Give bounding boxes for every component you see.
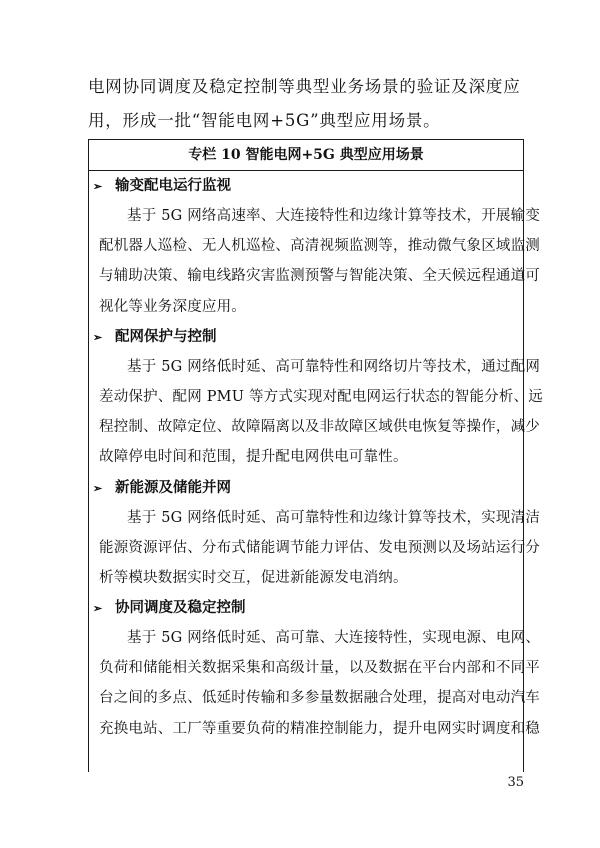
intro-line: 用，形成一批“智能电网+5G”典型应用场景。 bbox=[88, 111, 441, 130]
intro-line: 电网协同调度及稳定控制等典型业务场景的验证及深度应 bbox=[88, 77, 521, 96]
paragraph-line: 基于 5G 网络低时延、高可靠、大连接特性，实现电源、电网、 bbox=[127, 630, 541, 647]
section-heading-text: 协同调度及稳定控制 bbox=[115, 599, 246, 617]
paragraph-line: 基于 5G 网络低时延、高可靠特性和网络切片等技术，通过配网 bbox=[127, 358, 541, 375]
section-heading bbox=[89, 322, 523, 352]
paragraph-line: 析等模块数据实时交互，促进新能源发电消纳。 bbox=[99, 569, 408, 586]
paragraph-line: 程控制、故障定位、故障隔离以及非故障区域供电恢复等操作，减少 bbox=[99, 419, 540, 436]
paragraph-line: 充换电站、工厂等重要负荷的精准控制能力，提升电网实时调度和稳 bbox=[99, 720, 540, 737]
paragraph-line: 台之间的多点、低延时传输和多参量数据融合处理，提高对电动汽车 bbox=[99, 690, 540, 707]
arrow-bullet-icon: ➢ bbox=[93, 180, 103, 193]
feature-box bbox=[88, 139, 543, 772]
intro-paragraph bbox=[88, 70, 528, 138]
box-title: 专栏 10 智能电网+5G 典型应用场景 bbox=[89, 140, 523, 171]
page-number: 35 bbox=[507, 775, 524, 790]
section-heading-text: 新能源及储能并网 bbox=[115, 478, 231, 496]
paragraph-line: 负荷和储能相关数据采集和高级计量，以及数据在平台内部和不同平 bbox=[99, 660, 540, 677]
section-heading-text: 输变配电运行监视 bbox=[115, 177, 231, 194]
section-heading bbox=[89, 593, 523, 623]
paragraph-line: 基于 5G 网络高速率、大连接特性和边缘计算等技术，开展输变 bbox=[127, 208, 541, 224]
arrow-bullet-icon: ➢ bbox=[93, 602, 103, 616]
paragraph-line: 与辅助决策、输电线路灾害监测预警与智能决策、全天候远程通道可 bbox=[99, 268, 540, 285]
paragraph-line: 配机器人巡检、无人机巡检、高清视频监测等，推动微气象区域监测 bbox=[99, 238, 540, 255]
paragraph-line: 故障停电时间和范围，提升配电网供电可靠性。 bbox=[99, 449, 408, 466]
paragraph-line: 能源资源评估、分布式储能调节能力评估、发电预测以及场站运行分 bbox=[99, 539, 540, 556]
arrow-bullet-icon: ➢ bbox=[93, 330, 103, 344]
arrow-bullet-icon: ➢ bbox=[93, 481, 103, 495]
paragraph-line: 基于 5G 网络低时延、高可靠特性和边缘计算等技术，实现清洁 bbox=[127, 509, 541, 526]
section-heading bbox=[89, 171, 523, 201]
paragraph-line: 差动保护、配网 PMU 等方式实现对配电网运行状态的智能分析、远 bbox=[99, 388, 543, 405]
section-heading-text: 配网保护与控制 bbox=[115, 327, 217, 345]
paragraph-line: 视化等业务深度应用。 bbox=[99, 298, 246, 315]
section-heading bbox=[89, 473, 523, 503]
